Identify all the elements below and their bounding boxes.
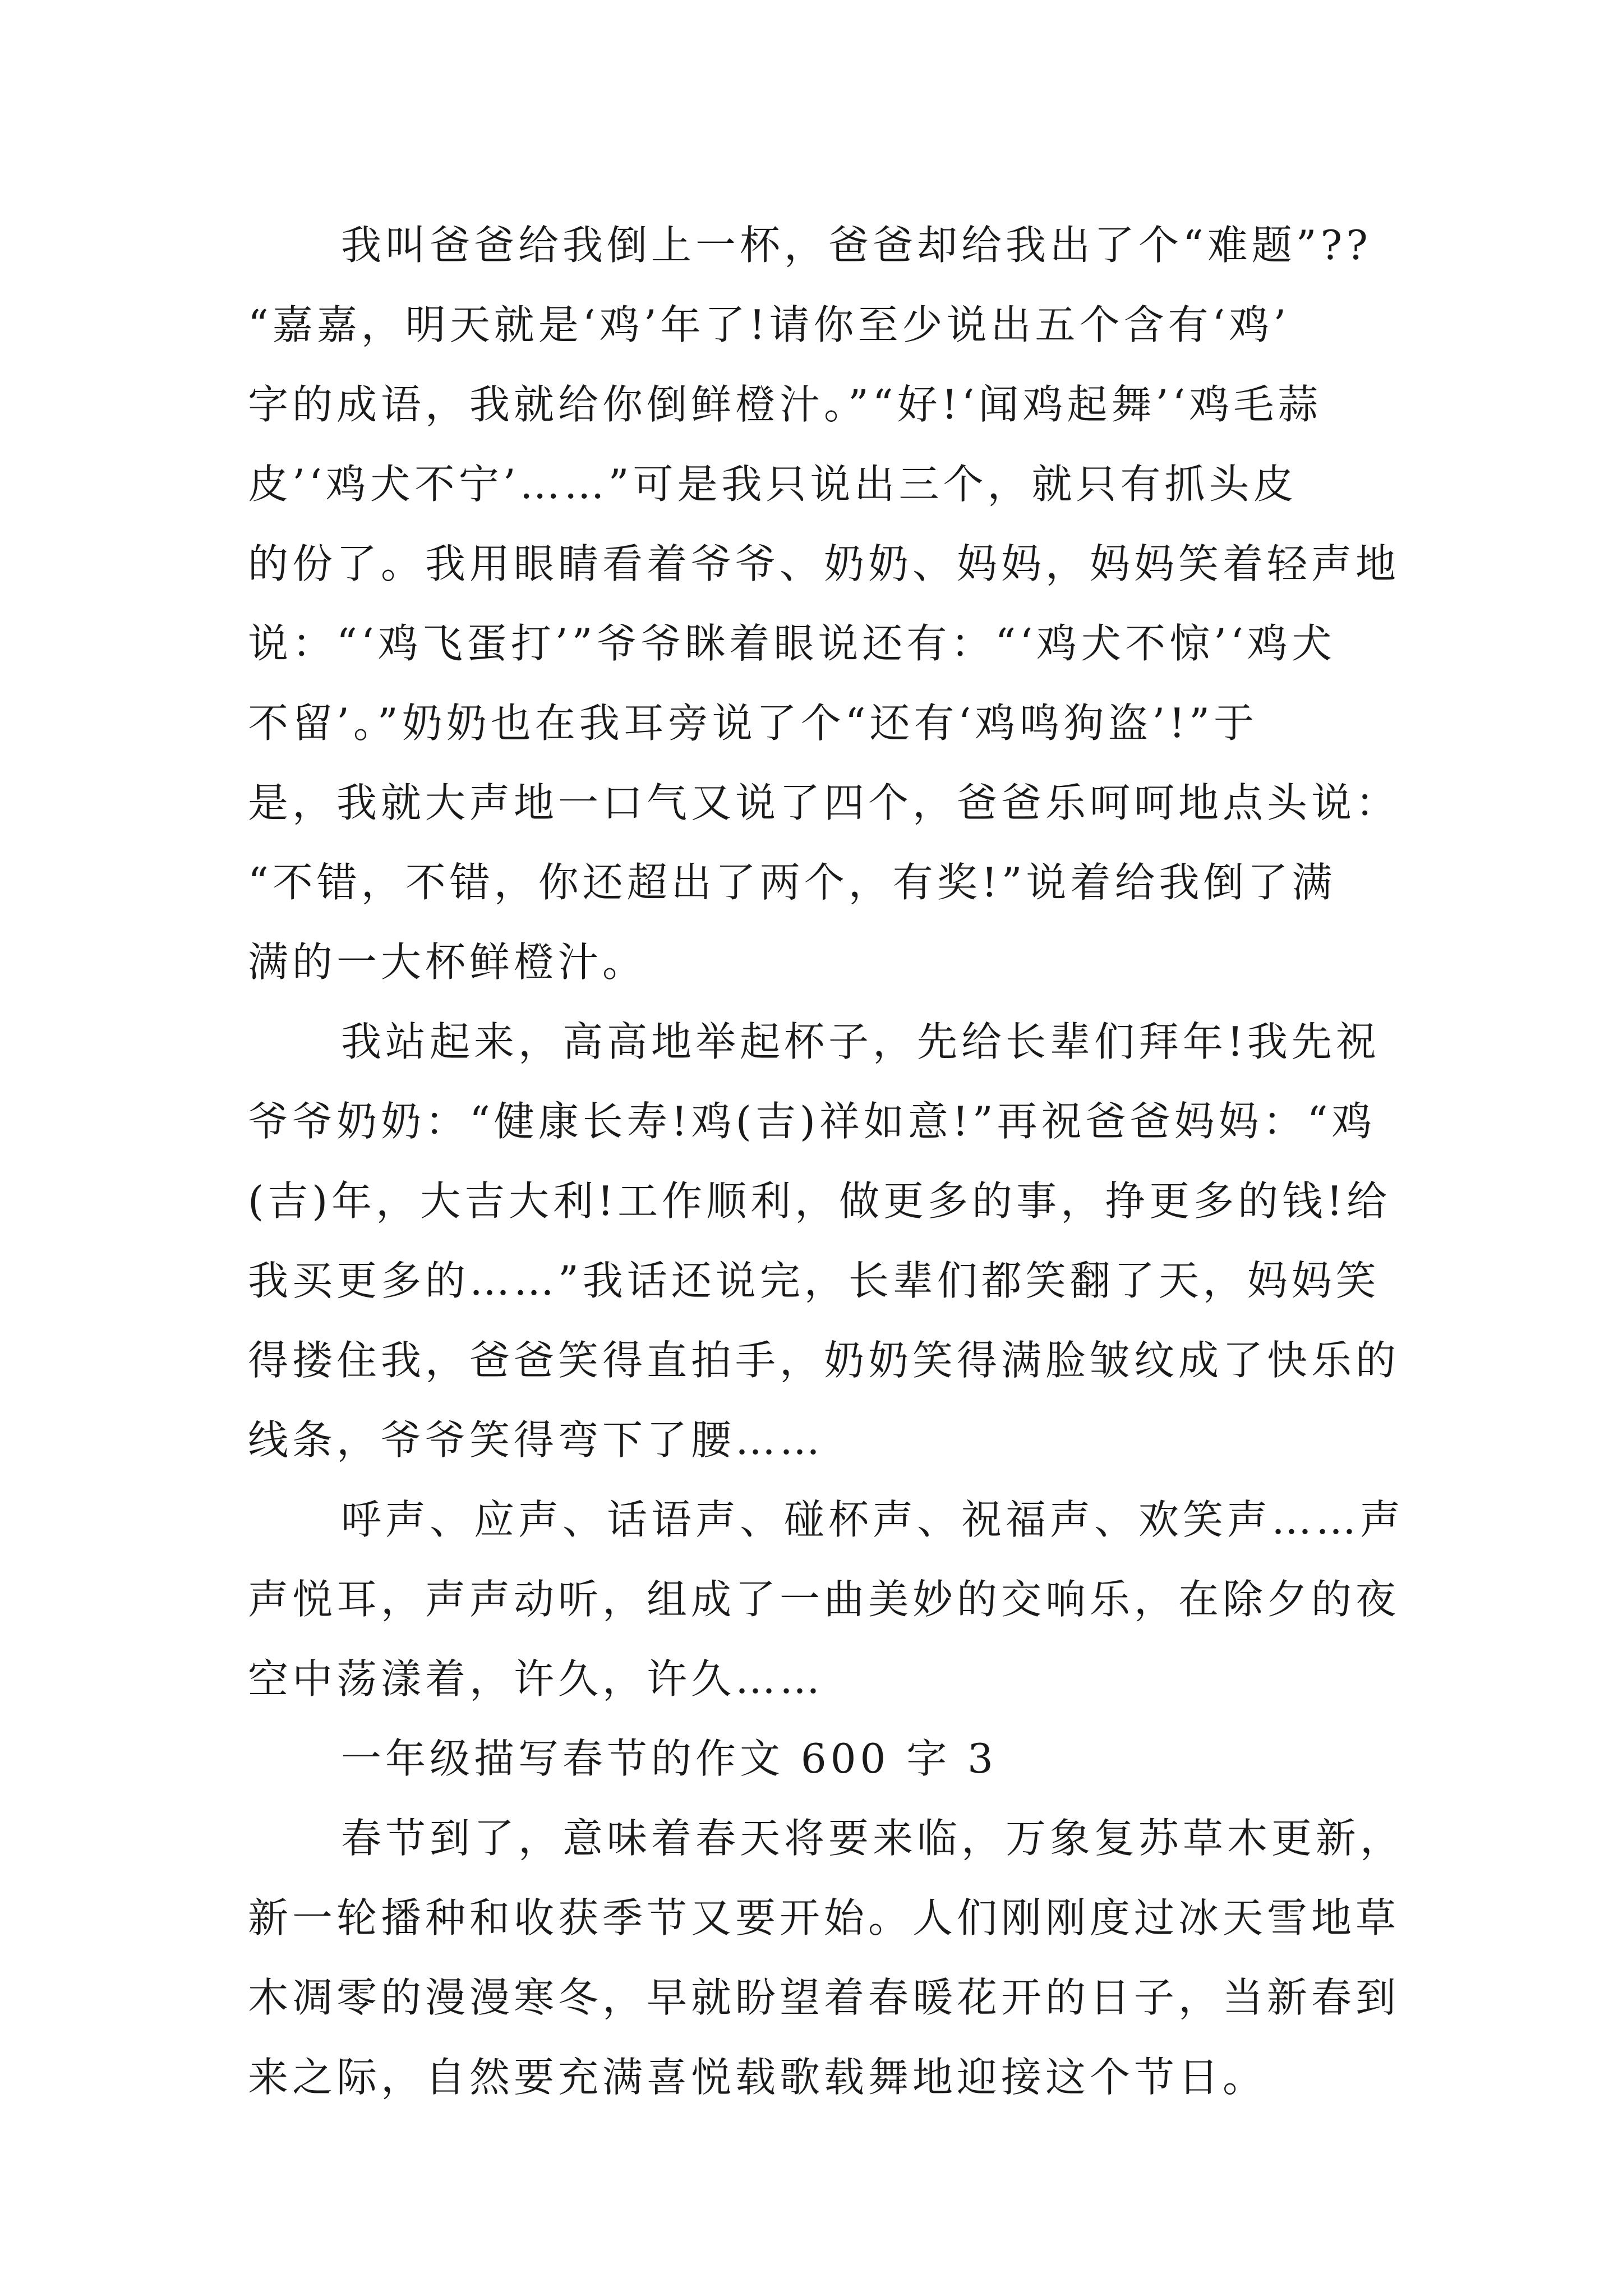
- text-line: 线条，爷爷笑得弯下了腰……: [248, 1416, 824, 1464]
- text-line: 不留’。”奶奶也在我耳旁说了个“还有‘鸡鸣狗盗’!”于: [248, 700, 1258, 747]
- text-line: 的份了。我用眼睛看着爷爷、奶奶、妈妈，妈妈笑着轻声地: [248, 540, 1400, 587]
- text-line: 我买更多的……”我话还说完，长辈们都笑翻了天，妈妈笑: [248, 1257, 1380, 1304]
- text-line: 说：“‘鸡飞蛋打’”爷爷眯着眼说还有：“‘鸡犬不惊’‘鸡犬: [248, 620, 1336, 667]
- text-line: 满的一大杯鲜橙汁。: [248, 938, 647, 986]
- text-line: 我叫爸爸给我倒上一杯，爸爸却给我出了个“难题”??: [341, 222, 1372, 269]
- text-line: 我站起来，高高地举起杯子，先给长辈们拜年!我先祝: [341, 1018, 1380, 1065]
- text-line: 新一轮播种和收获季节又要开始。人们刚刚度过冰天雪地草: [248, 1894, 1400, 1941]
- text-line: 春节到了，意味着春天将要来临，万象复苏草木更新，: [341, 1815, 1405, 1862]
- text-line: 字的成语，我就给你倒鲜橙汁。”“好!‘闻鸡起舞’‘鸡毛蒜: [248, 381, 1322, 428]
- text-line: 得搂住我，爸爸笑得直拍手，奶奶笑得满脸皱纹成了快乐的: [248, 1337, 1400, 1384]
- text-line: 一年级描写春节的作文 600 字 3: [341, 1735, 997, 1782]
- text-line: 是，我就大声地一口气又说了四个，爸爸乐呵呵地点头说：: [248, 779, 1400, 826]
- text-line: 呼声、应声、话语声、碰杯声、祝福声、欢笑声……声: [341, 1496, 1405, 1543]
- text-line: “不错，不错，你还超出了两个，有奖!”说着给我倒了满: [248, 859, 1336, 906]
- text-line: 爷爷奶奶：“健康长寿!鸡(吉)祥如意!”再祝爸爸妈妈：“鸡: [248, 1098, 1376, 1145]
- text-line: “嘉嘉，明天就是‘鸡’年了!请你至少说出五个含有‘鸡’: [248, 301, 1290, 348]
- text-line: 木凋零的漫漫寒冬，早就盼望着春暖花开的日子，当新春到: [248, 1974, 1400, 2021]
- text-line: 空中荡漾着，许久，许久……: [248, 1655, 824, 1703]
- text-line: 声悦耳，声声动听，组成了一曲美妙的交响乐，在除夕的夜: [248, 1576, 1400, 1623]
- text-line: 来之际，自然要充满喜悦载歌载舞地迎接这个节日。: [248, 2054, 1267, 2101]
- text-line: (吉)年，大吉大利!工作顺利，做更多的事，挣更多的钱!给: [248, 1177, 1391, 1225]
- document-body: [248, 205, 1405, 2117]
- text-line: 皮’‘鸡犬不宁’……”可是我只说出三个，就只有抓头皮: [248, 461, 1298, 508]
